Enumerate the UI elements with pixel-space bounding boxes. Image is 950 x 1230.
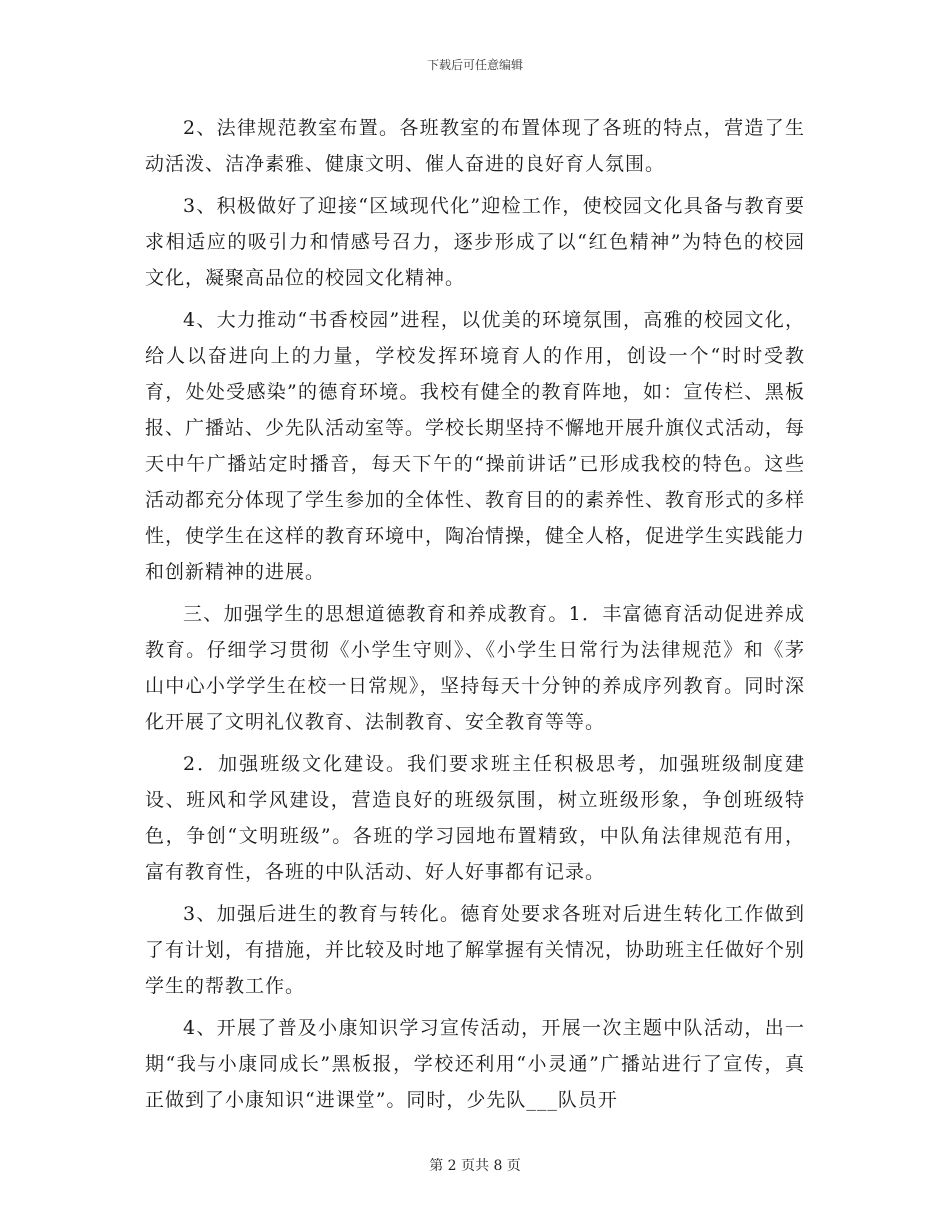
paragraph: 4、开展了普及小康知识学习宣传活动，开展一次主题中队活动，出一期“我与小康同成长”黑板报，学校还利用“小灵通”广播站进行了宣传，真正做到了小康知识“进课堂”。同时，少先队___队员开 [145,1017,805,1111]
page-footer: 第 2 页共 8 页 [429,1158,521,1174]
paragraph: 三、加强学生的思想道德教育和养成教育。1．丰富德育活动促进养成教育。仔细学习贯彻《小学生守则》、《小学生日常行为法律规范》和《茅山中心小学学生在校一日常规》，坚持每天十分钟的养成序列教育。同时深化开展了文明礼仪教育、法制教育、安全教育等等。 [145,603,805,733]
paragraph: 2．加强班级文化建设。我们要求班主任积极思考，加强班级制度建设、班风和学风建设，营造良好的班级氛围，树立班级形象，争创班级特色，争创“文明班级”。各班的学习园地布置精致，中队角法律规范有用，富有教育性，各班的中队活动、好人好事都有记录。 [145,753,805,883]
paragraph: 2、法律规范教室布置。各班教室的布置体现了各班的特点，营造了生动活泼、洁净素雅、健康文明、催人奋进的良好育人氛围。 [145,117,805,175]
page-header: 下载后可任意编辑 [426,58,523,72]
paragraph: 4、大力推动“书香校园”进程，以优美的环境氛围，高雅的校园文化，给人以奋进向上的力量，学校发挥环境育人的作用，创设一个“时时受教育，处处受感染”的德育环境。我校有健全的教育阵地，如：宣传栏、黑板报、广播站、少先队活动室等。学校长期坚持不懈地开展升旗仪式活动，每天中午广播站定时播音，每天下午的“操前讲话”已形成我校的特色。这些活动都充分体现了学生参加的全体性、教育目的的素养性、教育形式的多样性，使学生在这样的教育环境中，陶冶情操，健全人格，促进学生实践能力和创新精神的进展。 [145,309,806,583]
paragraph: 3、加强后进生的教育与转化。德育处要求各班对后进生转化工作做到了有计划，有措施，并比较及时地了解掌握有关情况，协助班主任做好个别学生的帮教工作。 [145,903,806,997]
paragraph: 3、积极做好了迎接“区域现代化”迎检工作，使校园文化具备与教育要求相适应的吸引力和情感号召力，逐步形成了以“红色精神”为特色的校园文化，凝聚高品位的校园文化精神。 [145,195,805,289]
document-body [145,110,805,1124]
